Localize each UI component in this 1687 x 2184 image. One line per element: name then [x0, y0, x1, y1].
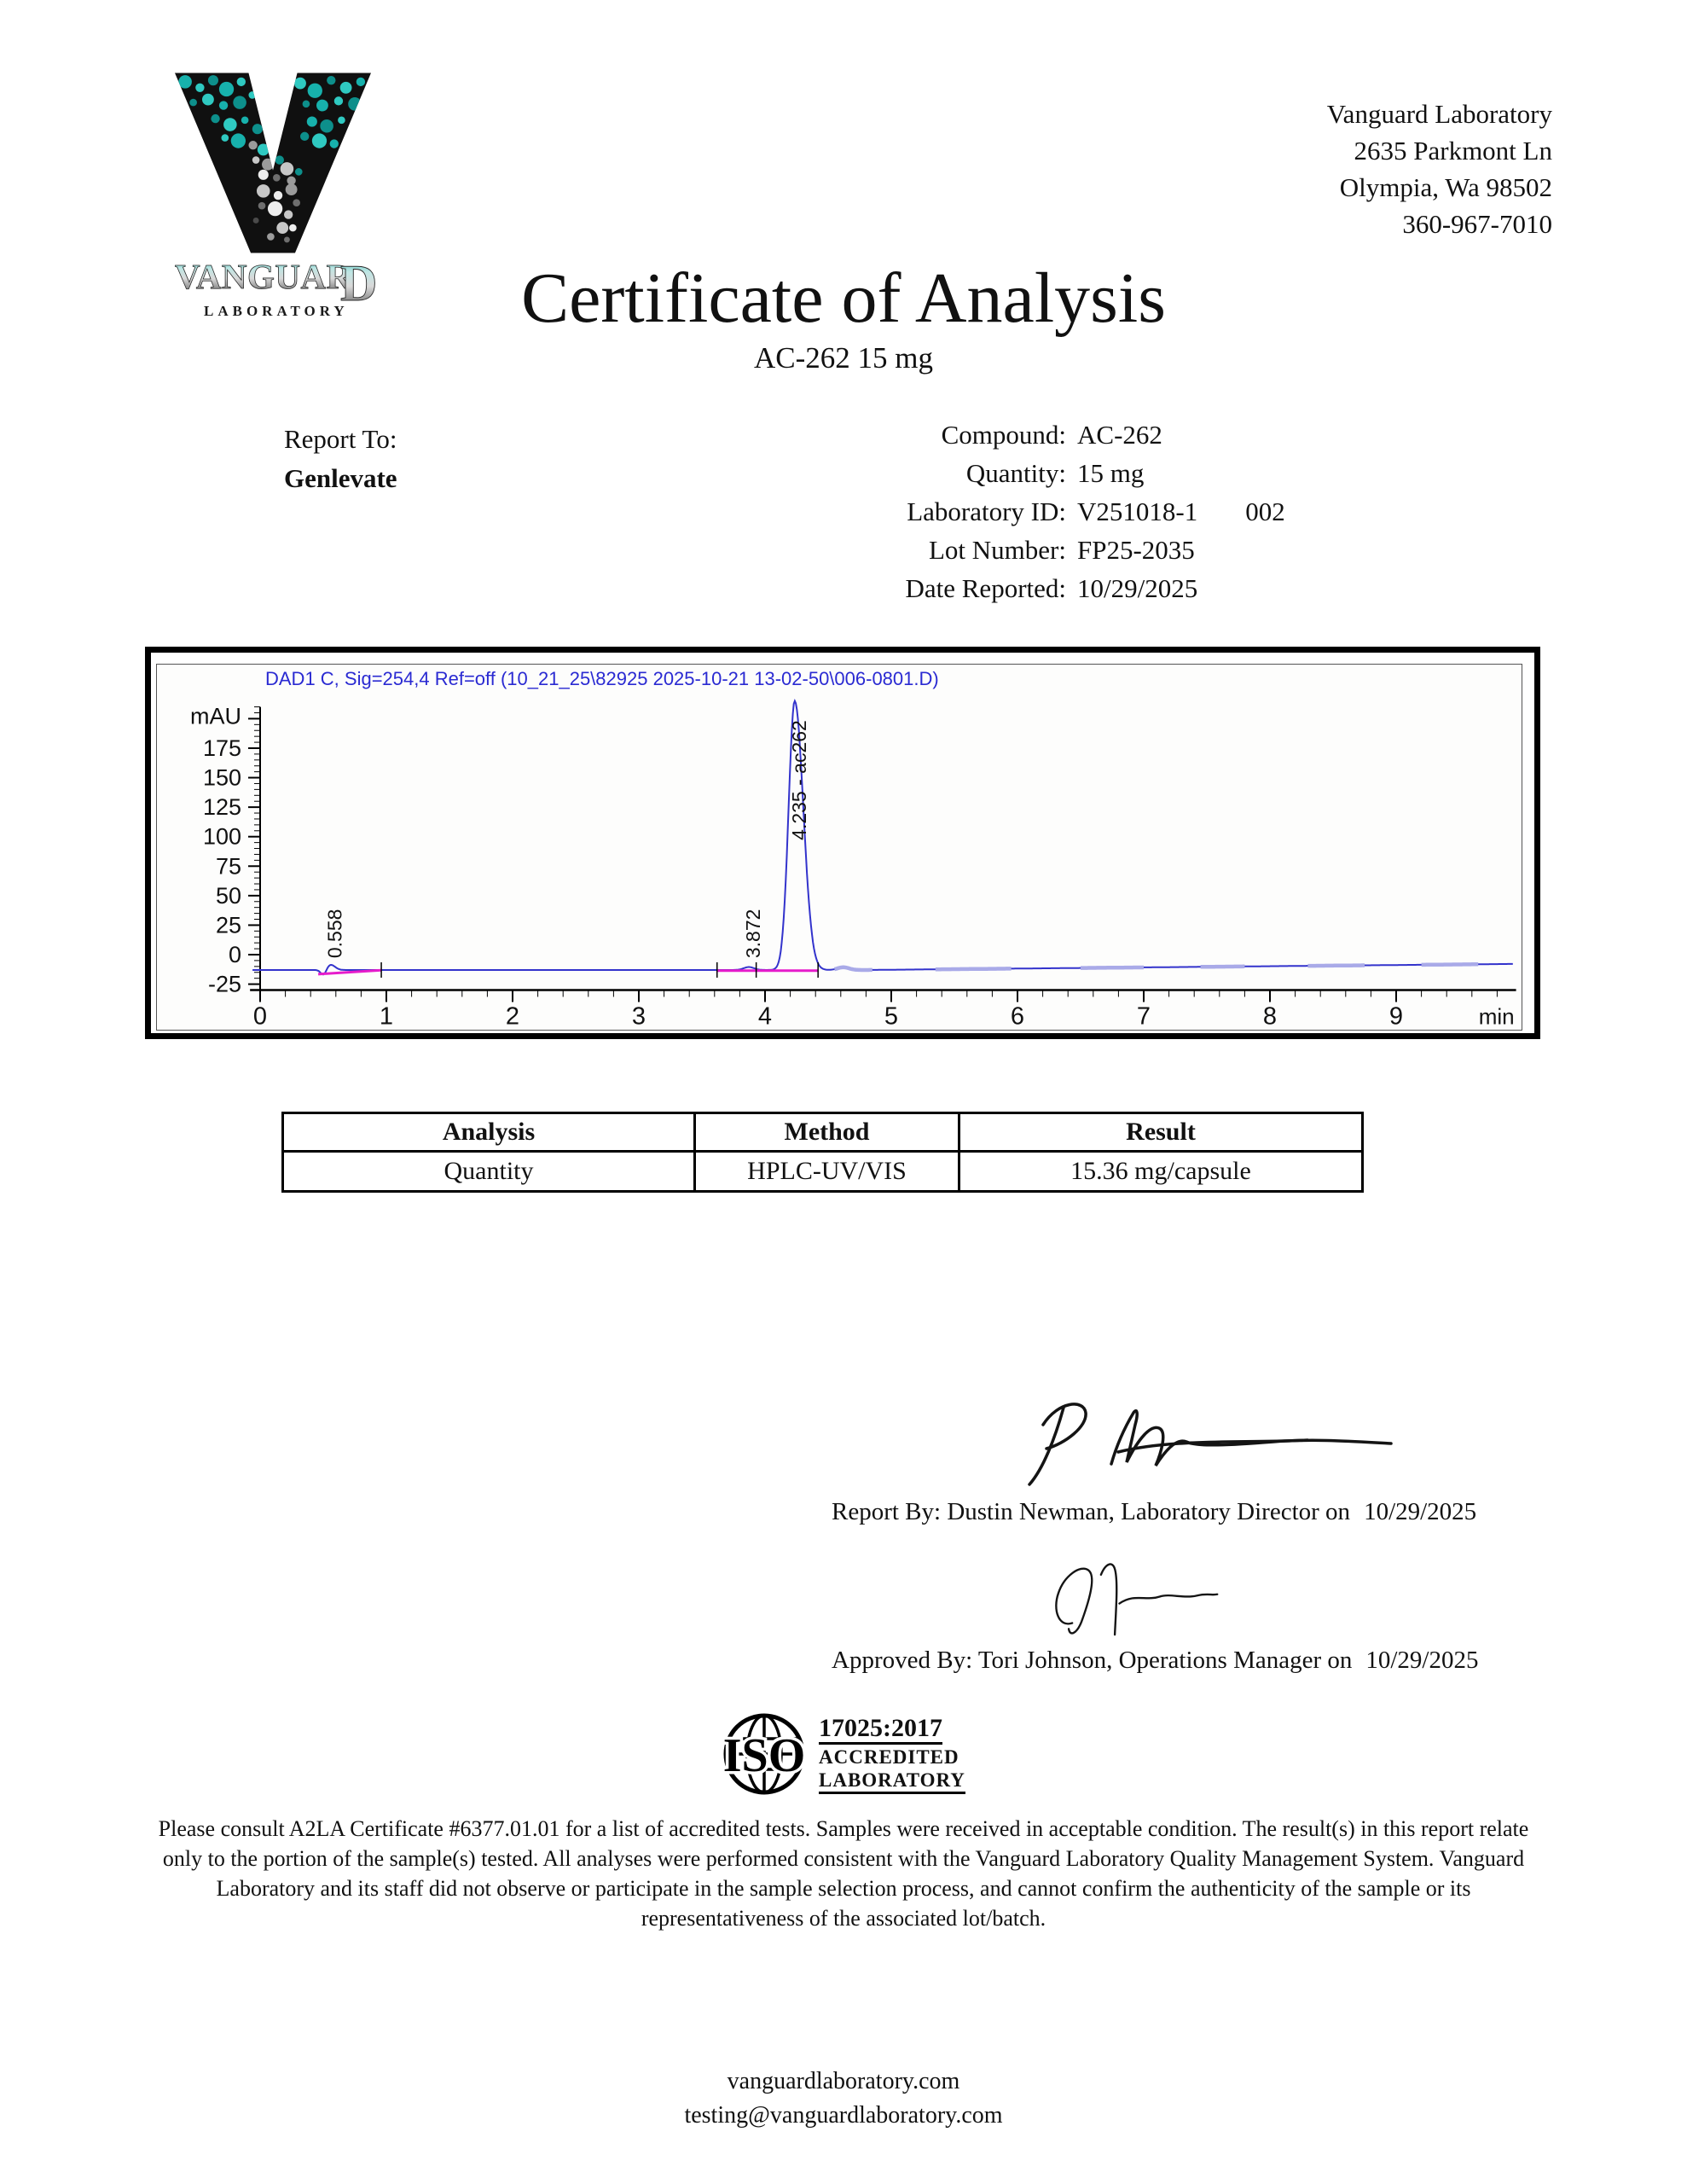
- info-value: AC-262: [1077, 420, 1162, 450]
- svg-text:3.872: 3.872: [742, 909, 765, 959]
- info-row: [597, 573, 1285, 612]
- svg-text:150: 150: [202, 764, 241, 791]
- disclaimer-text: Please consult A2LA Certificate #6377.01.01 for a list of accredited tests. Samples were received in acceptable condition. The result(s) in this report relate only to the portion of the sample(s) tested. All analyses were performed consistent with the Vanguard Laboratory Quality Management System. Vanguard Laboratory and its staff did not observe or participate in the sample selection process, and cannot confirm the authenticity of the sample or its representativeness of the associated lot/batch.: [158, 1816, 1529, 1931]
- info-value: 10/29/2025: [1077, 573, 1198, 603]
- page-subtitle: AC-262 15 mg: [754, 341, 933, 375]
- svg-text:8: 8: [1262, 1002, 1278, 1030]
- info-row: [597, 497, 1285, 535]
- report-to-label: Report To:: [284, 424, 397, 454]
- footer-email: testing@vanguardlaboratory.com: [684, 2102, 1003, 2129]
- svg-text:100: 100: [202, 823, 241, 850]
- svg-text:25: 25: [215, 912, 241, 938]
- iso-laboratory-label: LABORATORY: [819, 1769, 965, 1794]
- info-label: Compound:: [941, 420, 1066, 450]
- cell-result: 15.36 mg/capsule: [959, 1152, 1363, 1192]
- logo-brand-main: VANGUAR: [175, 257, 352, 296]
- approved-signature-image: [1039, 1541, 1269, 1656]
- iso-badge: [722, 1711, 965, 1797]
- info-label: Date Reported:: [905, 573, 1066, 603]
- iso-text: ISO: [722, 1729, 806, 1782]
- report-by-line: [832, 1498, 1476, 1526]
- footer-website: vanguardlaboratory.com: [727, 2068, 960, 2094]
- report-signature-image: [1011, 1389, 1420, 1491]
- vanguard-v-logo: [175, 73, 371, 253]
- info-row: [597, 535, 1285, 573]
- approved-date: 10/29/2025: [1365, 1647, 1479, 1674]
- chromatogram-panel: [156, 664, 1522, 1031]
- svg-text:75: 75: [215, 853, 241, 880]
- info-value: 15 mg: [1077, 458, 1145, 488]
- column-header-analysis: Analysis: [283, 1113, 695, 1152]
- table-row: [283, 1152, 1363, 1192]
- report-by-text: Report By: Dustin Newman, Laboratory Director on: [832, 1498, 1351, 1525]
- client-name: Genlevate: [284, 463, 397, 493]
- page-title: Certificate of Analysis: [521, 258, 1166, 338]
- approved-by-line: [832, 1647, 1479, 1675]
- svg-text:0: 0: [228, 942, 241, 967]
- svg-text:7: 7: [1136, 1002, 1151, 1030]
- approved-by-text: Approved By: Tori Johnson, Operations Manager on: [832, 1647, 1353, 1674]
- iso-standard: 17025:2017: [819, 1714, 942, 1745]
- cell-method: HPLC-UV/VIS: [695, 1152, 959, 1192]
- svg-text:6: 6: [1010, 1002, 1025, 1030]
- info-value: V251018-1: [1077, 497, 1198, 526]
- svg-text:-25: -25: [207, 971, 241, 997]
- svg-text:5: 5: [884, 1002, 899, 1030]
- chromatogram-frame: [145, 647, 1540, 1039]
- svg-text:125: 125: [202, 794, 241, 821]
- lab-phone: 360-967-7010: [1402, 209, 1552, 239]
- lab-address-line1: 2635 Parkmont Ln: [1354, 136, 1552, 166]
- info-label: Laboratory ID:: [907, 497, 1066, 526]
- svg-text:3: 3: [631, 1002, 646, 1030]
- lab-address: [1327, 96, 1552, 242]
- svg-text:4.235 - ac262: 4.235 - ac262: [787, 720, 810, 840]
- iso-globe-icon: [722, 1711, 807, 1797]
- logo-brand-sub: LABORATORY: [204, 303, 349, 319]
- iso-accredited-label: ACCREDITED: [819, 1746, 959, 1769]
- svg-text:4: 4: [757, 1002, 773, 1030]
- svg-text:0: 0: [252, 1002, 268, 1030]
- chromatogram-title: DAD1 C, Sig=254,4 Ref=off (10_21_25\82925 2025-10-21 13-02-50\006-0801.D): [265, 668, 939, 689]
- lab-address-line2: Olympia, Wa 98502: [1339, 172, 1552, 202]
- lab-name: Vanguard Laboratory: [1326, 99, 1552, 129]
- info-label: Quantity:: [965, 458, 1066, 488]
- column-header-result: Result: [959, 1113, 1363, 1152]
- svg-text:min: min: [1478, 1003, 1515, 1030]
- info-row: [597, 458, 1285, 497]
- table-header-row: [283, 1113, 1363, 1152]
- info-value: FP25-2035: [1077, 535, 1195, 565]
- info-row: [597, 420, 1285, 458]
- column-header-method: Method: [695, 1113, 959, 1152]
- results-table: [281, 1112, 1364, 1193]
- cell-analysis: Quantity: [283, 1152, 695, 1192]
- svg-text:9: 9: [1388, 1002, 1404, 1030]
- info-label: Lot Number:: [929, 535, 1066, 565]
- logo-brand-last-letter: D: [340, 255, 378, 311]
- info-extra: 002: [1245, 497, 1285, 526]
- svg-text:50: 50: [215, 882, 241, 909]
- report-date: 10/29/2025: [1364, 1498, 1477, 1525]
- svg-text:175: 175: [202, 735, 241, 761]
- iso-accreditation-text: [819, 1714, 965, 1794]
- svg-text:2: 2: [505, 1002, 520, 1030]
- report-to-block: [284, 420, 397, 498]
- svg-text:mAU: mAU: [190, 703, 241, 729]
- svg-text:0.558: 0.558: [323, 909, 346, 959]
- svg-text:1: 1: [379, 1002, 394, 1030]
- chromatogram-plot: [157, 665, 1522, 1030]
- sample-info: [597, 420, 1285, 612]
